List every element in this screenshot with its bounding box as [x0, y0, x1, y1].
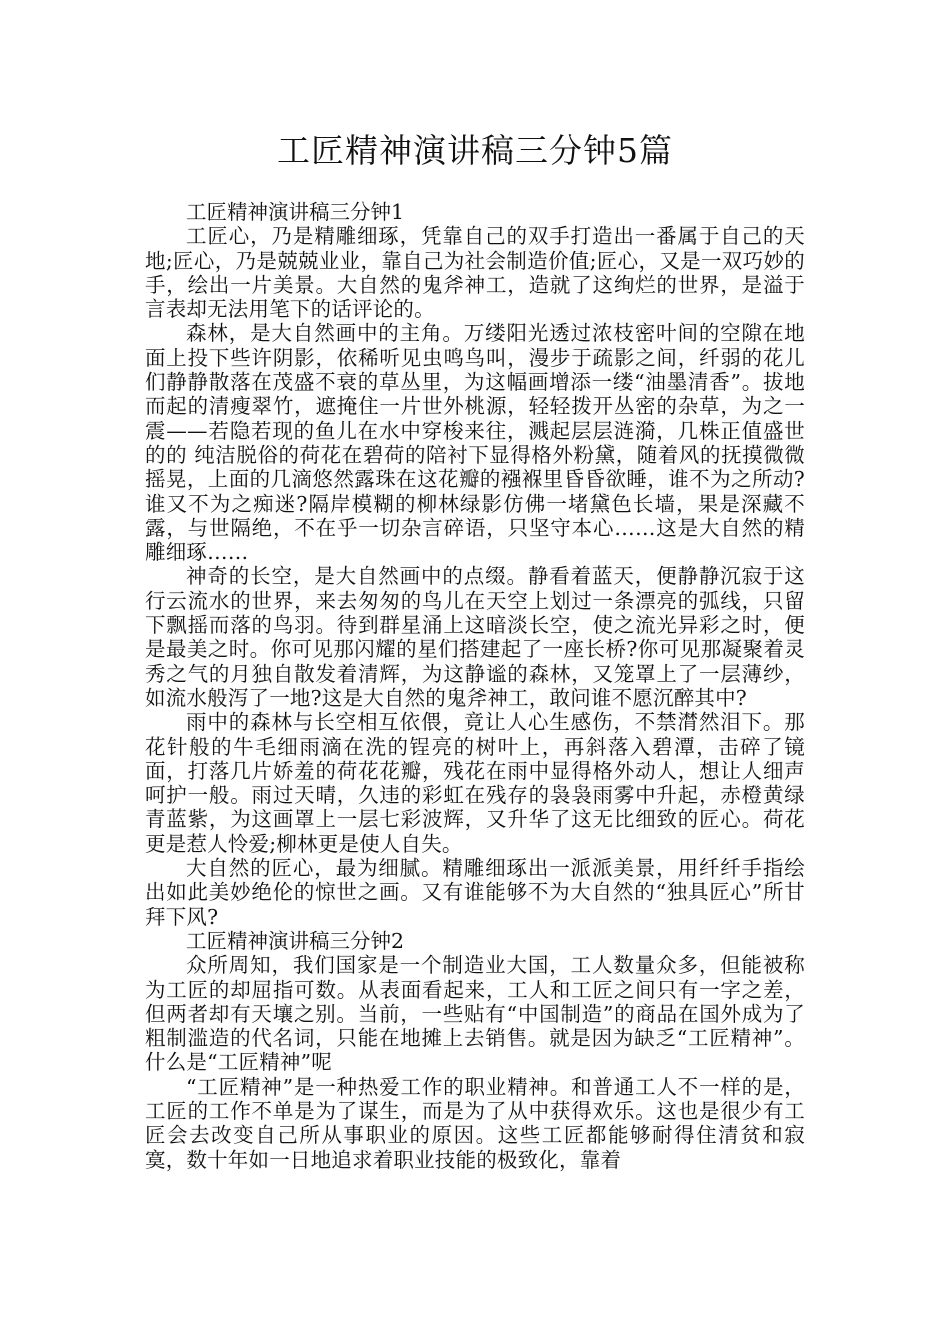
- document-title: 工匠精神演讲稿三分钟5篇: [277, 131, 673, 170]
- paragraph: 神奇的长空，是大自然画中的点缀。静看着蓝天，便静静沉寂于这行云流水的世界，来去匆匆的鸟儿在天空上划过一条漂亮的弧线，只留下飘摇而落的鸟羽。待到群星涌上这暗淡长空，使之流光异彩之时，便是最美之时。你可见那闪耀的星们搭建起了一座长桥?你可见那凝聚着灵秀之气的月独自散发着清辉，为这静谧的森林，又笼罩上了一层薄纱，如流水般泻了一地?这是大自然的鬼斧神工，敢问谁不愿沉醉其中?: [145, 564, 805, 710]
- paragraph: 森林，是大自然画中的主角。万缕阳光透过浓枝密叶间的空隙在地面上投下些许阴影，依稀听见虫鸣鸟叫，漫步于疏影之间，纤弱的花儿们静静散落在茂盛不衰的草丛里，为这幅画增添一缕“油墨清香”。拔地而起的清瘦翠竹，遮掩住一片世外桃源，轻轻拨开丛密的杂草，为之一震——若隐若现的鱼儿在水中穿梭来往，溅起层层涟漪，几株正值盛世的的 纯洁脱俗的荷花在碧荷的陪衬下显得格外粉黛，随着风的抚摸微微摇晃，上面的几滴悠然露珠在这花瓣的襁褓里昏昏欲睡，谁不为之所动?谁又不为之痴迷?隔岸模糊的柳林绿影仿佛一堵黛色长墙，果是深藏不露，与世隔绝，不在乎一切杂言碎语，只坚守本心……这是大自然的精雕细琢……: [145, 321, 805, 565]
- section-heading: 工匠精神演讲稿三分钟1: [186, 200, 405, 224]
- paragraph: 雨中的森林与长空相互依偎，竟让人心生感伤，不禁潸然泪下。那花针般的牛毛细雨滴在洗的锃亮的树叶上，再斜落入碧潭，击碎了镜面，打落几片娇羞的荷花花瓣，残花在雨中显得格外动人，想让人细声呵护一般。雨过天晴，久违的彩虹在残存的袅袅雨雾中升起，赤橙黄绿青蓝紫，为这画罩上一层七彩波辉，又升华了这无比细致的匠心。荷花更是惹人怜爱;柳林更是使人自失。: [145, 710, 805, 856]
- section-heading: 工匠精神演讲稿三分钟2: [186, 928, 405, 953]
- paragraph: 工匠心，乃是精雕细琢，凭靠自己的双手打造出一番属于自己的天地;匠心，乃是兢兢业业，靠自己为社会制造价值;匠心，又是一双巧妙的手，绘出一片美景。大自然的鬼斧神工，造就了这绚烂的世界，是溢于言表却无法用笔下的话评论的。: [145, 224, 805, 322]
- paragraph: 众所周知，我们国家是一个制造业大国，工人数量众多，但能被称为工匠的却屈指可数。从表面看起来，工人和工匠之间只有一字之差，但两者却有天壤之别。当前，一些贴有“中国制造”的商品在国外成为了粗制滥造的代名词，只能在地摊上去销售。就是因为缺乏“工匠精神”。什么是“工匠精神”呢: [145, 953, 805, 1075]
- document-body: [145, 200, 805, 1172]
- paragraph: 大自然的匠心，最为细腻。精雕细琢出一派派美景，用纤纤手指绘出如此美妙绝伦的惊世之画。又有谁能够不为大自然的“独具匠心”所甘拜下风?: [145, 856, 805, 929]
- paragraph: “工匠精神”是一种热爱工作的职业精神。和普通工人不一样的是，工匠的工作不单是为了谋生，而是为了从中获得欢乐。这也是很少有工匠会去改变自己所从事职业的原因。这些工匠都能够耐得住清贫和寂寞，数十年如一日地追求着职业技能的极致化，靠着: [145, 1074, 805, 1172]
